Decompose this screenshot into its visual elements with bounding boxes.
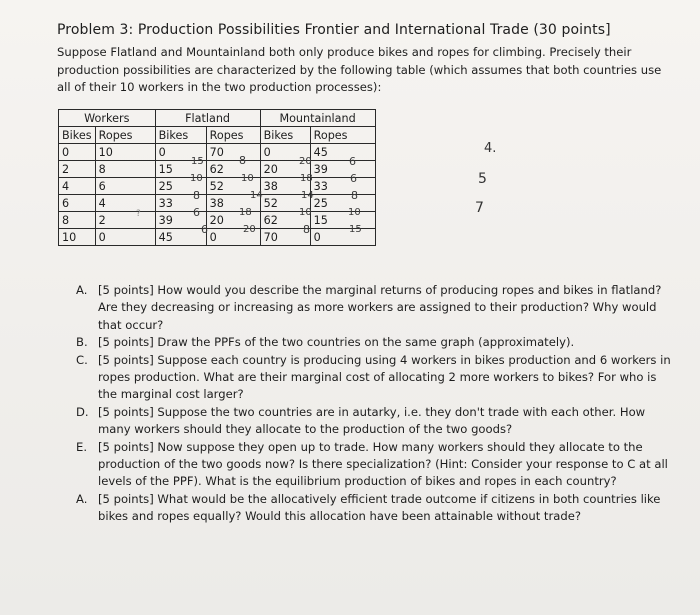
table-cell: 4 <box>59 178 96 195</box>
question-item <box>76 334 676 351</box>
table-cell: 38 <box>206 195 260 212</box>
column-header: Ropes <box>206 127 260 144</box>
question-text: [5 points] How would you describe the marginal returns of producing ropes and bikes in flatland? Are they decreasing or increasing as more workers are assigned to their production? Why would that occur? <box>98 283 662 332</box>
table-cell: 70 <box>206 144 260 161</box>
handwritten-diff: 6 <box>201 223 208 236</box>
table-cell: 2 <box>59 161 96 178</box>
handwritten-margin-number: 7 <box>475 200 484 216</box>
table-cell: 33 <box>310 178 375 195</box>
table-cell: 0 <box>260 144 310 161</box>
question-item <box>76 352 676 404</box>
question-item <box>76 491 676 526</box>
question-text: [5 points] Now suppose they open up to trade. How many workers should they allocate to the production of the two goods now? Is there specialization? (Hint: Consider your response to C at all levels of the PPF). What is the equilibrium production of bikes and ropes in each country? <box>98 439 668 489</box>
handwritten-diff: 10 <box>299 207 312 218</box>
handwritten-diff: 8 <box>351 189 358 202</box>
question-text: [5 points] Suppose the two countries are in autarky, i.e. they don't trade with each other. How many workers should they allocate to the production of the two goods? <box>98 404 646 437</box>
column-header: Ropes <box>95 127 155 144</box>
table-row <box>59 212 376 229</box>
table-cell: 0 <box>206 229 260 246</box>
table-cell: 33 <box>155 195 206 212</box>
handwritten-diff: 6 <box>193 206 200 219</box>
table-row <box>59 229 376 246</box>
question-list <box>76 282 676 526</box>
table-cell: 8 <box>95 161 155 178</box>
question-letter: A. <box>76 491 88 506</box>
handwritten-diff: 20 <box>243 224 256 235</box>
question-letter: E. <box>76 439 88 454</box>
handwritten-diff: 6 <box>350 172 357 185</box>
mountainland-header: Mountainland <box>260 110 375 127</box>
flatland-header: Flatland <box>155 110 260 127</box>
question-text: [5 points] Suppose each country is producing using 4 workers in bikes production and 6 workers in ropes production. What are their marginal cost of allocating 2 more workers to bikes? For who is the marginal cost larger? <box>98 352 671 402</box>
table-cell: 6 <box>95 178 155 195</box>
question-letter: D. <box>76 404 89 419</box>
production-table <box>58 109 376 246</box>
handwritten-diff: 18 <box>300 173 313 184</box>
handwritten-diff: 8 <box>239 154 246 167</box>
column-header: Bikes <box>59 127 96 144</box>
table-row <box>59 195 376 212</box>
handwritten-margin-number: 5 <box>478 171 487 187</box>
column-header: Ropes <box>310 127 375 144</box>
table-cell: 20 <box>260 161 310 178</box>
column-header: Bikes <box>260 127 310 144</box>
table-cell: 6 <box>59 195 96 212</box>
table-cell: 45 <box>310 144 375 161</box>
handwritten-diff: 14 <box>301 190 314 201</box>
table-cell: 39 <box>310 161 375 178</box>
question-letter: B. <box>76 335 88 350</box>
table-cell: 38 <box>260 178 310 195</box>
table-row <box>59 144 376 161</box>
table-cell: 10 <box>95 144 155 161</box>
table-cell: 62 <box>206 161 260 178</box>
table-group-header-row <box>59 110 376 127</box>
handwritten-diff: 14 <box>250 190 263 201</box>
question-letter: A. <box>76 283 88 297</box>
table-cell: 62 <box>260 212 310 229</box>
table-cell: 0 <box>59 144 96 161</box>
question-item <box>76 282 676 334</box>
table-cell: 20 <box>206 212 260 229</box>
table-cell: 39 <box>155 212 206 229</box>
question-text: [5 points] Draw the PPFs of the two countries on the same graph (approximately). <box>98 335 575 350</box>
table-cell: 2 <box>95 212 155 229</box>
table-cell: 70 <box>260 229 310 246</box>
question-item <box>76 404 676 439</box>
table-cell: 8 <box>59 212 96 229</box>
table-cell: 4 <box>95 195 155 212</box>
table-cell: 45 <box>155 229 206 246</box>
handwritten-diff: 10 <box>190 173 203 184</box>
table-column-header-row <box>59 127 376 144</box>
table-cell: 15 <box>155 161 206 178</box>
table-cell: 52 <box>206 178 260 195</box>
handwritten-diff: 6 <box>349 155 356 168</box>
handwritten-diff: 10 <box>241 173 254 184</box>
table-cell: 15 <box>310 212 375 229</box>
table-cell: 25 <box>310 195 375 212</box>
table-cell: 0 <box>95 229 155 246</box>
handwritten-diff: 8 <box>193 189 200 202</box>
table-cell: 0 <box>310 229 375 246</box>
question-text: [5 points] What would be the allocatively efficient trade outcome if citizens in both countries like bikes and ropes equally? Would this allocation have been attainable without trade? <box>98 491 661 524</box>
handwritten-margin-number: 4. <box>484 141 497 156</box>
table-cell: 0 <box>155 144 206 161</box>
handwritten-diff: 20 <box>299 156 312 167</box>
table-cell: 52 <box>260 195 310 212</box>
table-cell: 25 <box>155 178 206 195</box>
problem-title: Problem 3: Production Possibilities Frontier and International Trade (30 points] <box>57 22 611 38</box>
column-header: Bikes <box>155 127 206 144</box>
workers-header: Workers <box>59 110 156 127</box>
handwritten-diff: 8 <box>303 223 310 236</box>
handwritten-diff: 15 <box>349 224 362 235</box>
handwritten-stray-mark: ? <box>136 209 141 219</box>
handwritten-diff: 18 <box>239 207 252 218</box>
handwritten-diff: 15 <box>191 156 204 167</box>
table-cell: 10 <box>59 229 96 246</box>
table-row <box>59 161 376 178</box>
question-letter: C. <box>76 352 88 367</box>
problem-intro: Suppose Flatland and Mountainland both only produce bikes and ropes for climbing. Precisely their production possibilities are characterized by the following table (which assumes that both countries use all of their 10 workers in the two production processes): <box>57 45 662 94</box>
handwritten-diff: 10 <box>348 207 361 218</box>
table-row <box>59 178 376 195</box>
question-item <box>76 439 676 491</box>
